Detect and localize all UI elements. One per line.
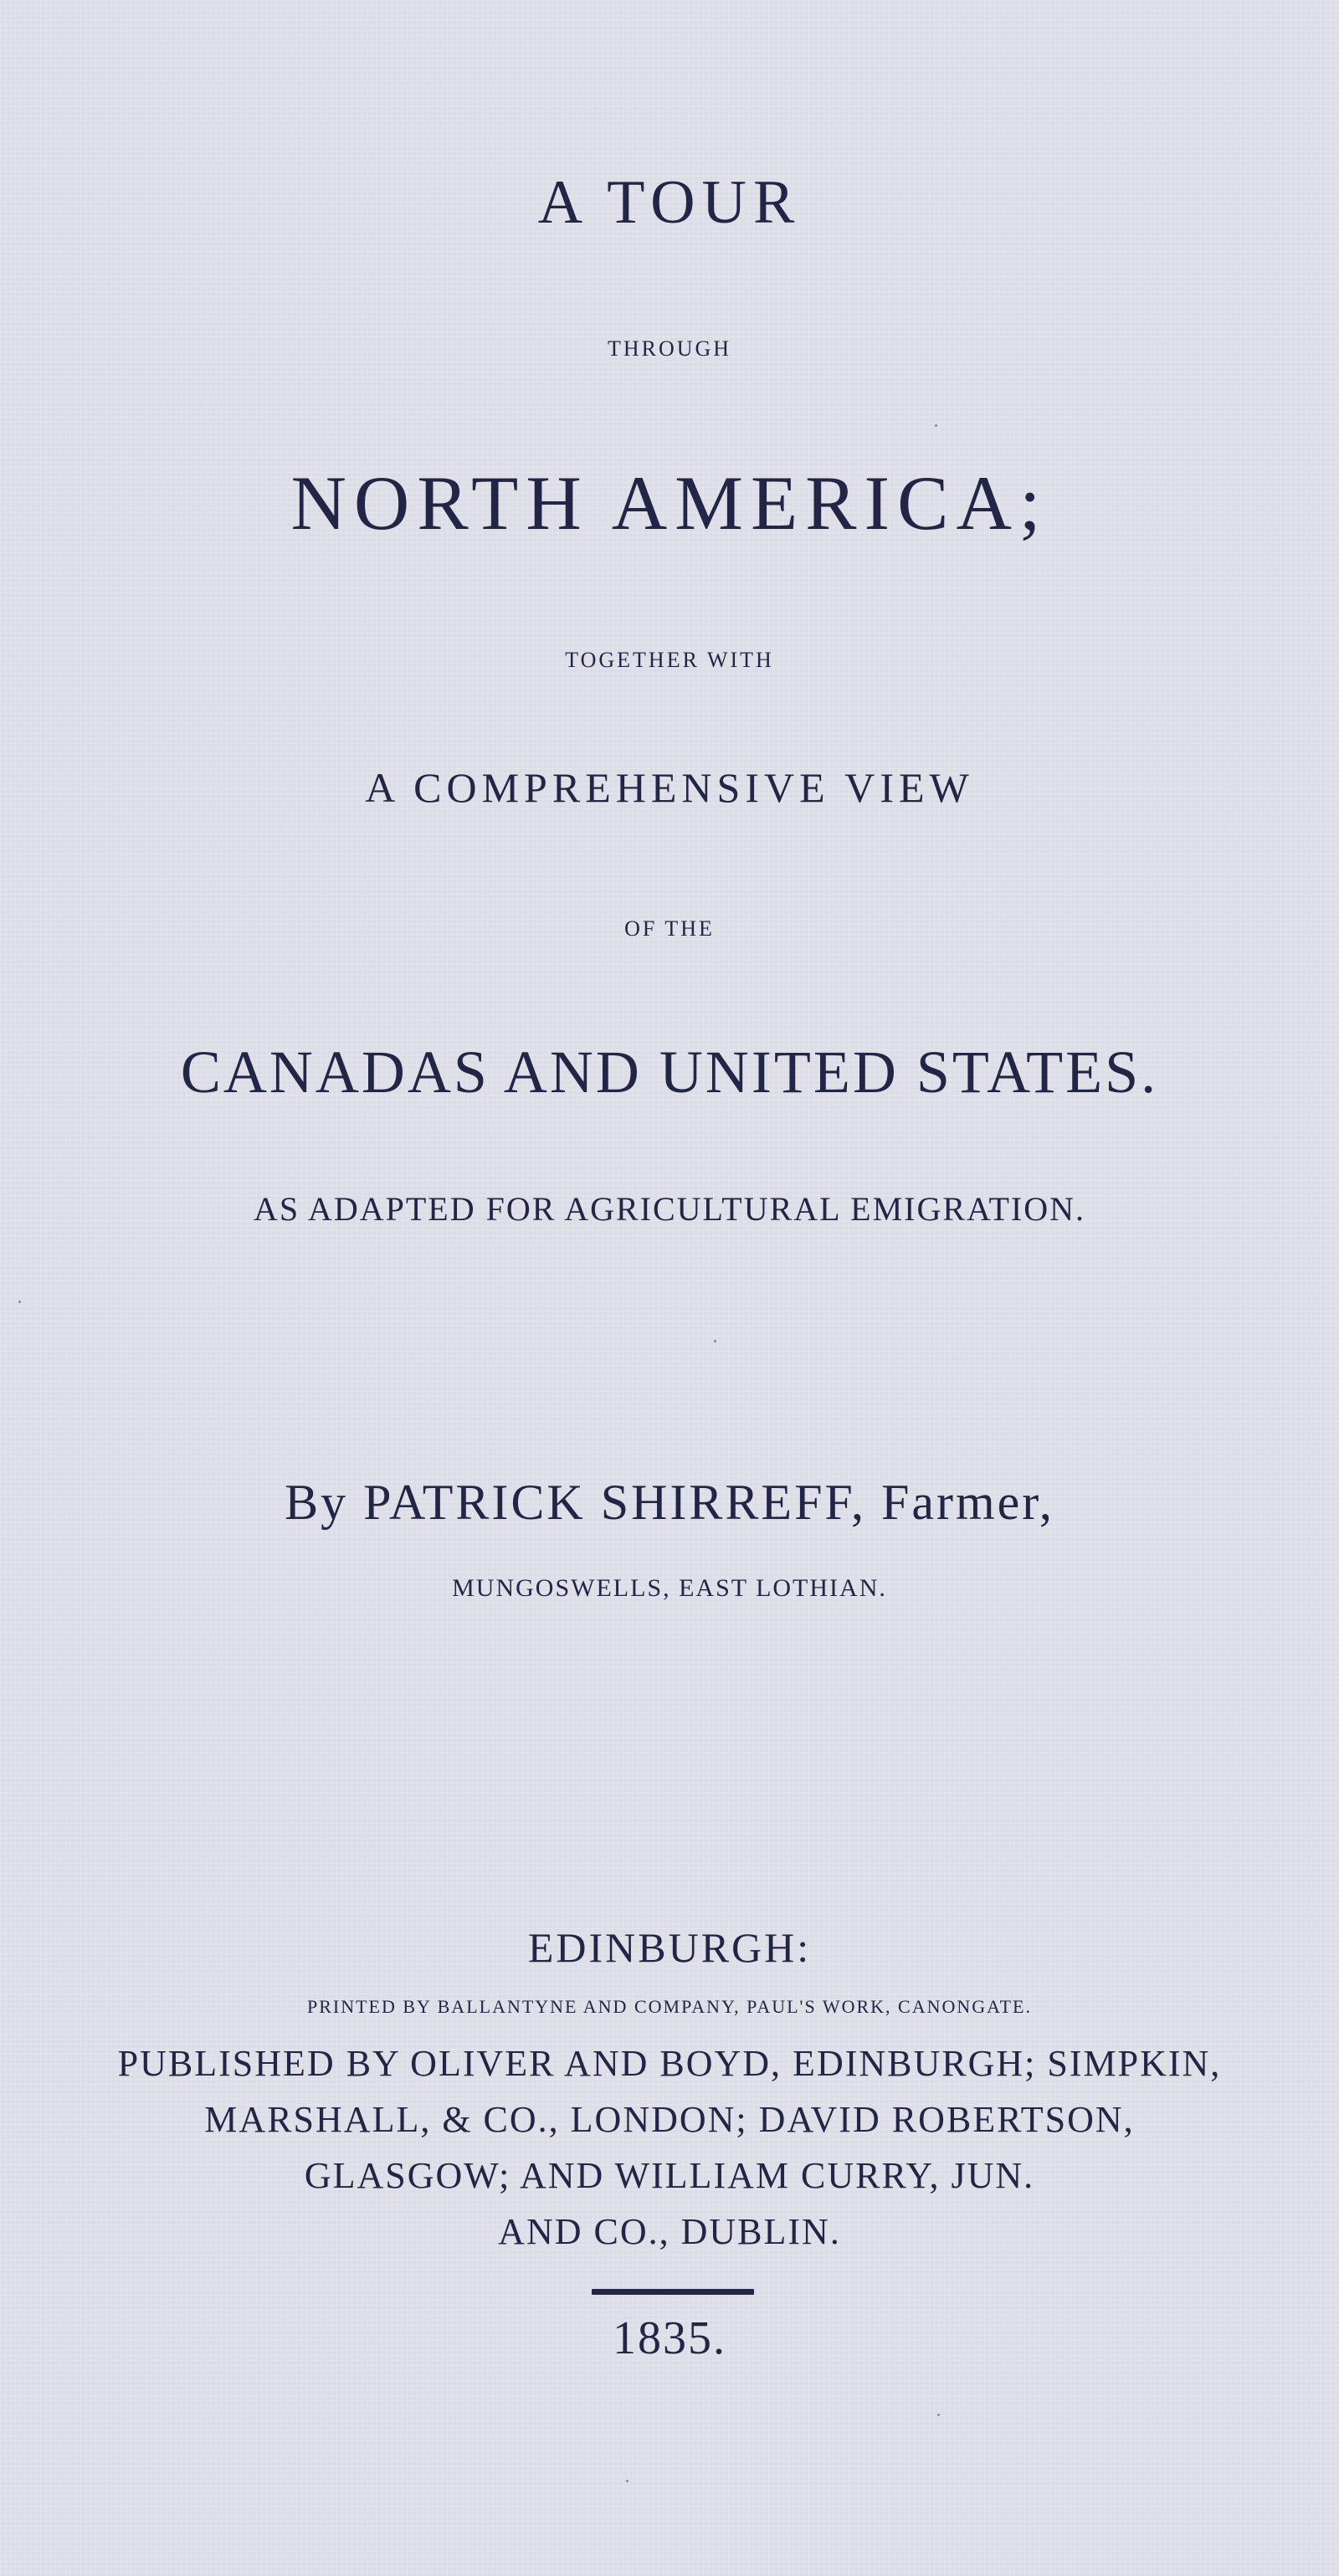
imprint-publisher-line-4: AND CO., DUBLIN. [498,2211,841,2252]
title-line-through: THROUGH [607,336,732,361]
title-line-together-with: TOGETHER WITH [565,648,774,672]
title-line-a-tour: A TOUR [537,168,802,237]
title-line-canadas-united-states: CANADAS AND UNITED STATES. [180,1039,1159,1106]
paper-speck [18,1301,21,1303]
imprint-year: 1835. [613,2312,726,2364]
author-name: PATRICK SHIRREFF, [363,1475,866,1530]
title-line-comprehensive-view: A COMPREHENSIVE VIEW [365,764,974,811]
author-residence: MUNGOSWELLS, EAST LOTHIAN. [452,1574,887,1602]
author-by: By [285,1475,349,1530]
paper-speck [626,2480,628,2482]
imprint-publisher-line-3: GLASGOW; AND WILLIAM CURRY, JUN. [304,2155,1035,2196]
imprint-publisher-line-2: MARSHALL, & CO., LONDON; DAVID ROBERTSON, [204,2099,1135,2140]
imprint-publisher-line-1: PUBLISHED BY OLIVER AND BOYD, EDINBURGH; SIMPKIN, [117,2043,1222,2084]
paper-speck [935,424,937,427]
imprint-rule [592,2289,754,2295]
paper-speck [714,1340,716,1342]
title-line-north-america: NORTH AMERICA; [290,460,1049,546]
author-line [0,1475,1339,1530]
paper-speck [937,2414,940,2416]
title-line-of-the: OF THE [624,916,715,941]
imprint-printer: PRINTED BY BALLANTYNE AND COMPANY, PAUL'S WORK, CANONGATE. [307,1996,1032,2017]
subtitle: AS ADAPTED FOR AGRICULTURAL EMIGRATION. [254,1190,1085,1228]
imprint-city: EDINBURGH: [527,1924,812,1971]
author-occupation: Farmer, [881,1475,1054,1530]
